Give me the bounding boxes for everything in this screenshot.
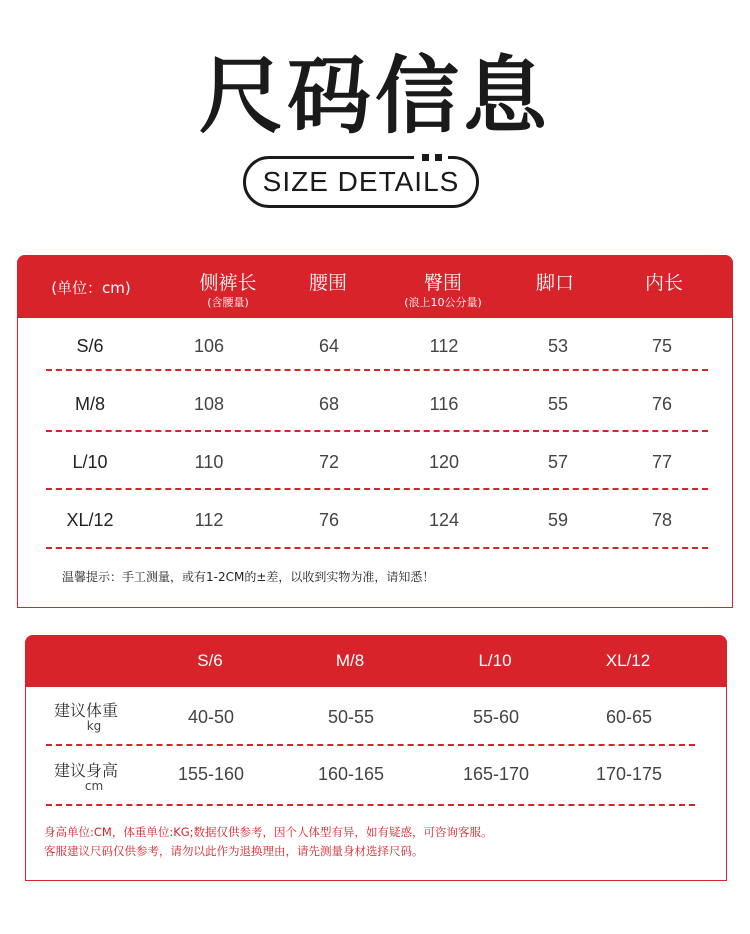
value-cell: 120: [428, 452, 460, 472]
size-cell: S/6: [76, 336, 104, 356]
value-cell: 53: [547, 336, 569, 356]
row-divider: [46, 430, 708, 432]
size-header: S/6: [197, 651, 223, 670]
value-cell: 112: [194, 510, 224, 530]
row-divider: [46, 547, 708, 549]
value-cell: 68: [318, 394, 340, 414]
column-header: 腰围: [308, 272, 347, 294]
value-cell: 165-170: [462, 764, 530, 784]
value-cell: 106: [193, 336, 225, 356]
recommend-table: [25, 635, 727, 881]
row-label-height: 建议身高 cm: [53, 761, 118, 793]
column-header: 臀围 (浪上10公分量): [404, 272, 482, 309]
recommend-note: 客服建议尺码仅供参考，请勿以此作为退换理由，请先测量身材选择尺码。: [44, 844, 424, 858]
size-table: [17, 255, 733, 608]
subtitle-badge: [243, 156, 479, 208]
value-cell: 72: [318, 452, 340, 472]
value-cell: 155-160: [177, 764, 245, 784]
value-cell: 110: [194, 452, 224, 472]
row-divider: [46, 744, 695, 746]
recommend-note: 身高单位:CM，体重单位:KG;数据仅供参考，因个人体型有异，如有疑惑，可咨询客服。: [44, 825, 493, 839]
page-subtitle: SIZE DETAILS: [262, 166, 460, 197]
measurement-note: 温馨提示：手工测量，或有1-2CM的±差，以收到实物为准，请知悉！: [62, 570, 435, 584]
value-cell: 40-50: [187, 707, 235, 727]
size-cell: L/10: [72, 452, 108, 472]
value-cell: 55: [547, 394, 569, 414]
value-cell: 77: [651, 452, 673, 472]
value-cell: 170-175: [595, 764, 663, 784]
value-cell: 160-165: [317, 764, 385, 784]
value-cell: 112: [429, 336, 459, 356]
row-divider: [46, 804, 695, 806]
value-cell: 60-65: [605, 707, 653, 727]
value-cell: 64: [318, 336, 340, 356]
row-divider: [46, 369, 708, 371]
size-header: XL/12: [605, 651, 651, 670]
page-title: 尺码信息: [198, 47, 551, 145]
column-header: 脚口: [535, 272, 574, 294]
size-table-header: [17, 255, 733, 318]
recommend-table-header: [25, 635, 727, 687]
size-cell: XL/12: [66, 510, 114, 530]
value-cell: 78: [651, 510, 673, 530]
column-header: 内长: [644, 272, 683, 294]
size-cell: M/8: [74, 394, 105, 414]
value-cell: 124: [428, 510, 460, 530]
column-header: 侧裤长 (含腰量): [199, 272, 257, 309]
value-cell: 76: [318, 510, 340, 530]
size-header: M/8: [335, 651, 365, 670]
row-label-weight: 建议体重 kg: [53, 701, 118, 733]
row-divider: [46, 488, 708, 490]
size-header: L/10: [478, 651, 512, 670]
value-cell: 55-60: [472, 707, 520, 727]
value-cell: 59: [547, 510, 569, 530]
value-cell: 57: [547, 452, 569, 472]
value-cell: 116: [429, 394, 459, 414]
value-cell: 108: [193, 394, 225, 414]
value-cell: 76: [651, 394, 673, 414]
unit-header: (单位：cm): [51, 279, 131, 297]
value-cell: 75: [651, 336, 673, 356]
value-cell: 50-55: [327, 707, 375, 727]
